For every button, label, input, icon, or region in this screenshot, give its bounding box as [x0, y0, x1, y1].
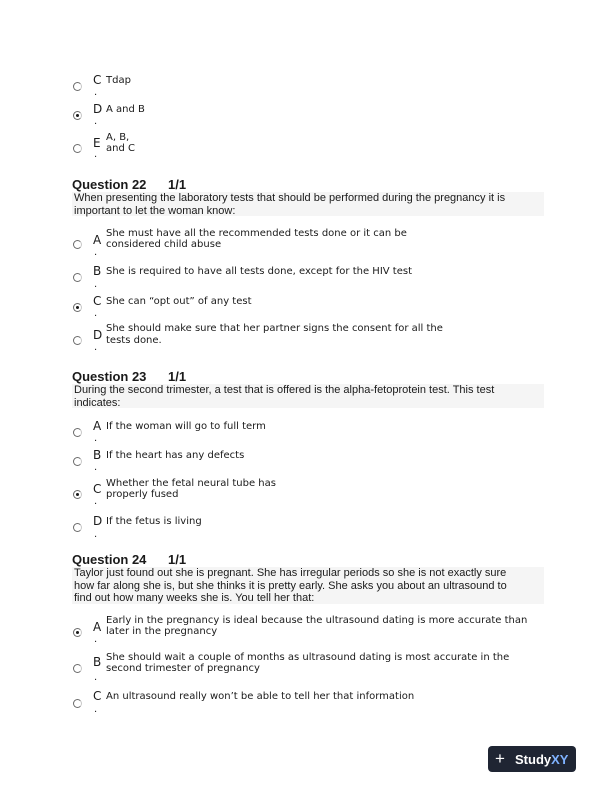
option-text: She is required to have all tests done, except for the HIV test [106, 266, 412, 277]
radio-button[interactable] [73, 664, 82, 673]
studyxy-watermark [488, 746, 576, 772]
radio-button[interactable] [73, 336, 82, 345]
radio-button[interactable] [73, 273, 82, 282]
option-dot: . [94, 279, 98, 290]
option-letter: B [93, 448, 102, 462]
option-dot: . [94, 342, 98, 353]
option-text: A, B, [106, 132, 130, 143]
option-dot: . [94, 433, 98, 444]
option-letter: B [93, 655, 102, 669]
option-text: Early in the pregnancy is ideal because the ultrasound dating is more accurate than [106, 615, 528, 626]
option-dot: . [94, 529, 98, 540]
option-dot: . [94, 672, 98, 683]
radio-button[interactable] [73, 144, 82, 153]
option-text: If the woman will go to full term [106, 421, 266, 432]
option-letter: D [93, 328, 103, 342]
brand-main: Study [515, 752, 552, 767]
question-title: Question 23 [72, 369, 147, 384]
radio-button[interactable] [73, 240, 82, 249]
radio-button-selected[interactable] [73, 490, 82, 499]
option-letter: C [93, 73, 102, 87]
option-letter: D [93, 102, 103, 116]
option-letter: D [93, 514, 103, 528]
option-dot: . [94, 704, 98, 715]
question-prompt [72, 567, 544, 604]
option-dot: . [94, 87, 98, 98]
question-score: 1/1 [168, 177, 187, 192]
option-dot: . [94, 308, 98, 319]
question-prompt [72, 384, 544, 408]
option-dot: . [94, 116, 98, 127]
radio-button-selected[interactable] [73, 628, 82, 637]
question-title: Question 22 [72, 177, 147, 192]
option-dot: . [94, 247, 98, 258]
radio-button[interactable] [73, 428, 82, 437]
option-text: She should make sure that her partner signs the consent for all the [106, 323, 443, 334]
radio-button[interactable] [73, 523, 82, 532]
brand-logo [515, 752, 568, 767]
option-letter: C [93, 294, 102, 308]
prompt-line: Taylor just found out she is pregnant. She has irregular periods so she is not exactly sure [74, 567, 507, 579]
radio-button[interactable] [73, 699, 82, 708]
radio-button-selected[interactable] [73, 111, 82, 120]
option-text: later in the pregnancy [106, 626, 218, 637]
option-dot: . [94, 496, 98, 507]
option-letter: B [93, 264, 102, 278]
radio-button[interactable] [73, 82, 82, 91]
question-title: Question 24 [72, 552, 147, 567]
option-text: properly fused [106, 489, 179, 500]
option-text: Tdap [106, 75, 131, 86]
option-text: She should wait a couple of months as ultrasound dating is most accurate in the [106, 652, 510, 663]
radio-button-selected[interactable] [73, 303, 82, 312]
question-prompt [72, 192, 544, 216]
prompt-line: find out how many weeks she is. You tell her that: [74, 592, 315, 604]
option-dot: . [94, 634, 98, 645]
prompt-line: indicates: [74, 396, 121, 409]
plus-icon: + [495, 749, 505, 768]
option-text: An ultrasound really won’t be able to tell her that information [106, 691, 415, 702]
option-text: second trimester of pregnancy [106, 663, 260, 674]
option-text: She must have all the recommended tests done or it can be [106, 228, 407, 239]
radio-button[interactable] [73, 457, 82, 466]
option-letter: E [93, 136, 101, 150]
option-letter: C [93, 482, 102, 496]
question-score: 1/1 [168, 552, 187, 567]
option-letter: C [93, 689, 102, 703]
option-text: If the heart has any defects [106, 450, 245, 461]
option-dot: . [94, 149, 98, 160]
option-letter: A [93, 233, 102, 247]
option-text: A and B [106, 104, 145, 115]
option-text: Whether the fetal neural tube has [106, 478, 276, 489]
prompt-line: how far along she is, but she thinks it is pretty early. She asks you about an ultrasound to [74, 579, 507, 592]
option-text: She can “opt out” of any test [106, 296, 252, 307]
prompt-line: When presenting the laboratory tests that should be performed during the pregnancy it is [74, 192, 506, 204]
option-text: tests done. [106, 335, 162, 346]
prompt-line: During the second trimester, a test that is offered is the alpha-fetoprotein test. This test [74, 384, 495, 396]
prompt-line: important to let the woman know: [74, 204, 236, 217]
option-dot: . [94, 462, 98, 473]
option-text: If the fetus is living [106, 516, 202, 527]
option-letter: A [93, 419, 102, 433]
question-score: 1/1 [168, 369, 187, 384]
option-text: considered child abuse [106, 239, 222, 250]
option-text: and C [106, 143, 135, 154]
brand-accent: XY [551, 752, 569, 767]
option-letter: A [93, 620, 102, 634]
